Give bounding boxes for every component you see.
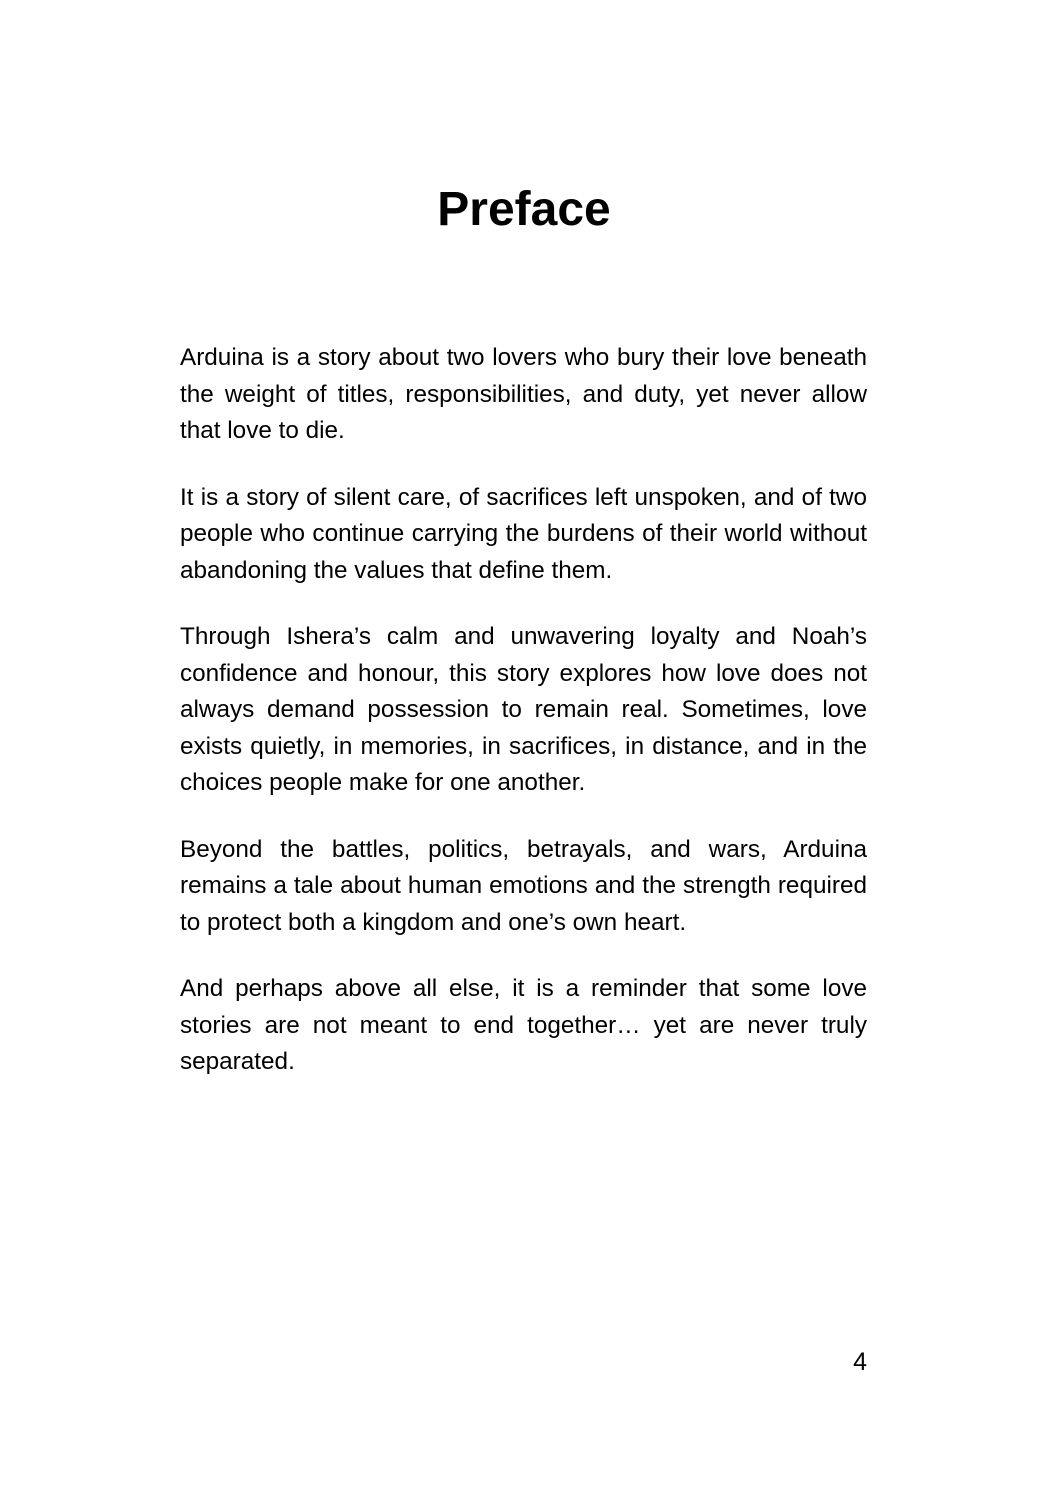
paragraph-5: And perhaps above all else, it is a reminder that some love stories are not meant to end together… yet are never truly separated. (180, 975, 867, 1075)
preface-body (180, 340, 867, 1111)
paragraph-3: Through Ishera’s calm and unwavering loyalty and Noah’s confidence and honour, this story explores how love does not always demand possession to remain real. Sometimes, love exists quietly, in memories, in sacrifices, in distance, and in the choices people make for one another. (180, 623, 867, 796)
page-number: 4 (853, 1348, 867, 1376)
paragraph-4: Beyond the battles, politics, betrayals, and wars, Arduina remains a tale about human emotions and the strength required to protect both a kingdom and one’s own heart. (180, 835, 867, 936)
page-title: Preface (437, 183, 611, 236)
paragraph-1: Arduina is a story about two lovers who bury their love beneath the weight of titles, responsibilities, and duty, yet never allow that love to die. (180, 344, 867, 444)
paragraph-2: It is a story of silent care, of sacrifices left unspoken, and of two people who continue carrying the burdens of their world without abandoning the values that define them. (180, 483, 867, 584)
